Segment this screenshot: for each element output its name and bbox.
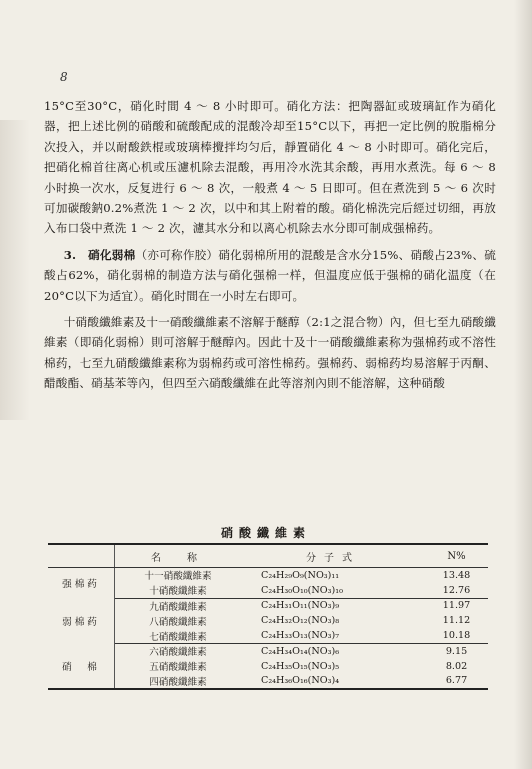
compound-formula: C₂₄H₂₉O₉(NO₃)₁₁: [261, 569, 340, 581]
compound-formula: C₂₄H₃₃O₁₃(NO₃)₇: [241, 628, 425, 643]
table-row: [48, 674, 488, 690]
paragraph-2-text: （亦可称作胶）硝化弱棉所用的混酸是含水分15%、硝酸占23%、硫酸占62%，硝化弱棉的制造方法与硝化强棉一样，但温度应低于强棉的硝化温度（在20°C以下为适宜）。硝化时間在一小时左右即可。: [44, 247, 496, 303]
table-row: [48, 643, 488, 658]
paragraph-1: 15°C至30°C，硝化时間 4 ～ 8 小时即可。硝化方法：把陶器缸或玻璃缸作为硝化器，把上述比例的硝酸和硫酸配成的混酸冷却至15°C以下，再把一定比例的脫脂棉分次投入，并以耐酸鉄棍或玻璃棒攪拌均匀后，靜置硝化 4 ～ 8 小时即可。硝化完后，把硝化棉首往离心机或压濾机除去混酸，再用冷水洗其余酸，再用水煮洗。每 6 ～ 8 小时换一次水，反复进行 6 ～ 8 次，一般煮 4 ～ 5 日即可。但在煮洗到 5 ～ 6 次时可加碳酸鈉0.2%煮洗 1 ～ 2 次，以中和其上附着的酸。硝化棉洗完后經过切细，再放入布口袋中煮洗 1 ～ 2 次，濾其水分和以离心机除去水分即可制成强棉药。: [44, 99, 496, 236]
nitrogen-percent: 12.76: [425, 583, 488, 598]
paragraph-2: [44, 245, 496, 306]
compound-formula: C₂₄H₃₁O₁₁(NO₃)₉: [261, 600, 340, 612]
nitrogen-percent: 8.02: [445, 660, 468, 672]
section-title: 硝化弱棉: [88, 247, 136, 262]
table-row: [48, 598, 488, 613]
nitrogen-percent: 6.77: [445, 675, 468, 687]
table-title: 硝酸纖維素: [220, 526, 311, 540]
table-row: [48, 613, 488, 628]
table-row: [48, 583, 488, 598]
nitrogen-percent: 9.15: [445, 645, 468, 657]
paragraph-3: 十硝酸纖維素及十一硝酸纖維素不溶解于醚醇（2:1之混合物）內，但七至九硝酸纖維素（即硝化弱棉）則可溶解于醚醇內。因此十及十一硝酸纖維素称为强棉药或不溶性棉药，七至九硝酸纖維素称为弱棉药或可溶性棉药。强棉药、弱棉药均易溶解于丙酮、醋酸酯、硝基苯等內，但四至六硝酸纖維在此等溶剂內則不能溶解，这种硝酸: [44, 315, 496, 391]
compound-name: 九硝酸纖維素: [149, 601, 207, 613]
header-n: N%: [425, 544, 488, 568]
group-label: 弱棉药: [48, 598, 115, 643]
header-name: 名 称: [115, 544, 242, 568]
group-label: 硝 棉: [48, 643, 115, 689]
page-number: 8: [60, 70, 68, 84]
compound-formula: C₂₄H₃₄O₁₄(NO₃)₆: [261, 645, 340, 657]
table-row: [48, 659, 488, 674]
header-formula: 分子式: [241, 544, 425, 568]
table-row: [48, 568, 488, 583]
compound-name: 八硝酸纖維素: [149, 616, 207, 628]
compound-name: 十一硝酸纖維素: [144, 571, 212, 583]
table-header-row: [48, 544, 488, 568]
header-group: [48, 544, 115, 568]
compound-name: 五硝酸纖維素: [149, 662, 207, 674]
compound-name: 六硝酸纖維素: [149, 647, 207, 659]
table-row: [48, 628, 488, 643]
nitrogen-percent: 13.48: [442, 569, 471, 581]
nitrogen-percent: 11.97: [442, 600, 471, 612]
compound-name: 七硝酸纖維素: [115, 628, 242, 643]
group-label: 强棉药: [48, 568, 115, 599]
nitrogen-percent: 10.18: [425, 628, 488, 643]
compound-name: 四硝酸纖維素: [149, 676, 207, 688]
page-edge-shadow: [514, 0, 532, 769]
compound-formula: C₂₄H₃₅O₁₅(NO₃)₅: [261, 660, 340, 672]
compound-formula: C₂₄H₃₀O₁₀(NO₃)₁₀: [241, 583, 425, 598]
nitrogen-percent: 11.12: [442, 615, 471, 627]
page-edge-stain: [0, 120, 30, 420]
compound-name: 十硝酸纖維素: [115, 583, 242, 598]
nitrocellulose-table: [48, 543, 488, 690]
body-text: [44, 96, 496, 394]
compound-formula: C₂₄H₃₂O₁₂(NO₃)₈: [261, 615, 340, 627]
section-number: 3.: [63, 247, 77, 262]
compound-formula: C₂₄H₃₆O₁₆(NO₃)₄: [261, 675, 340, 687]
